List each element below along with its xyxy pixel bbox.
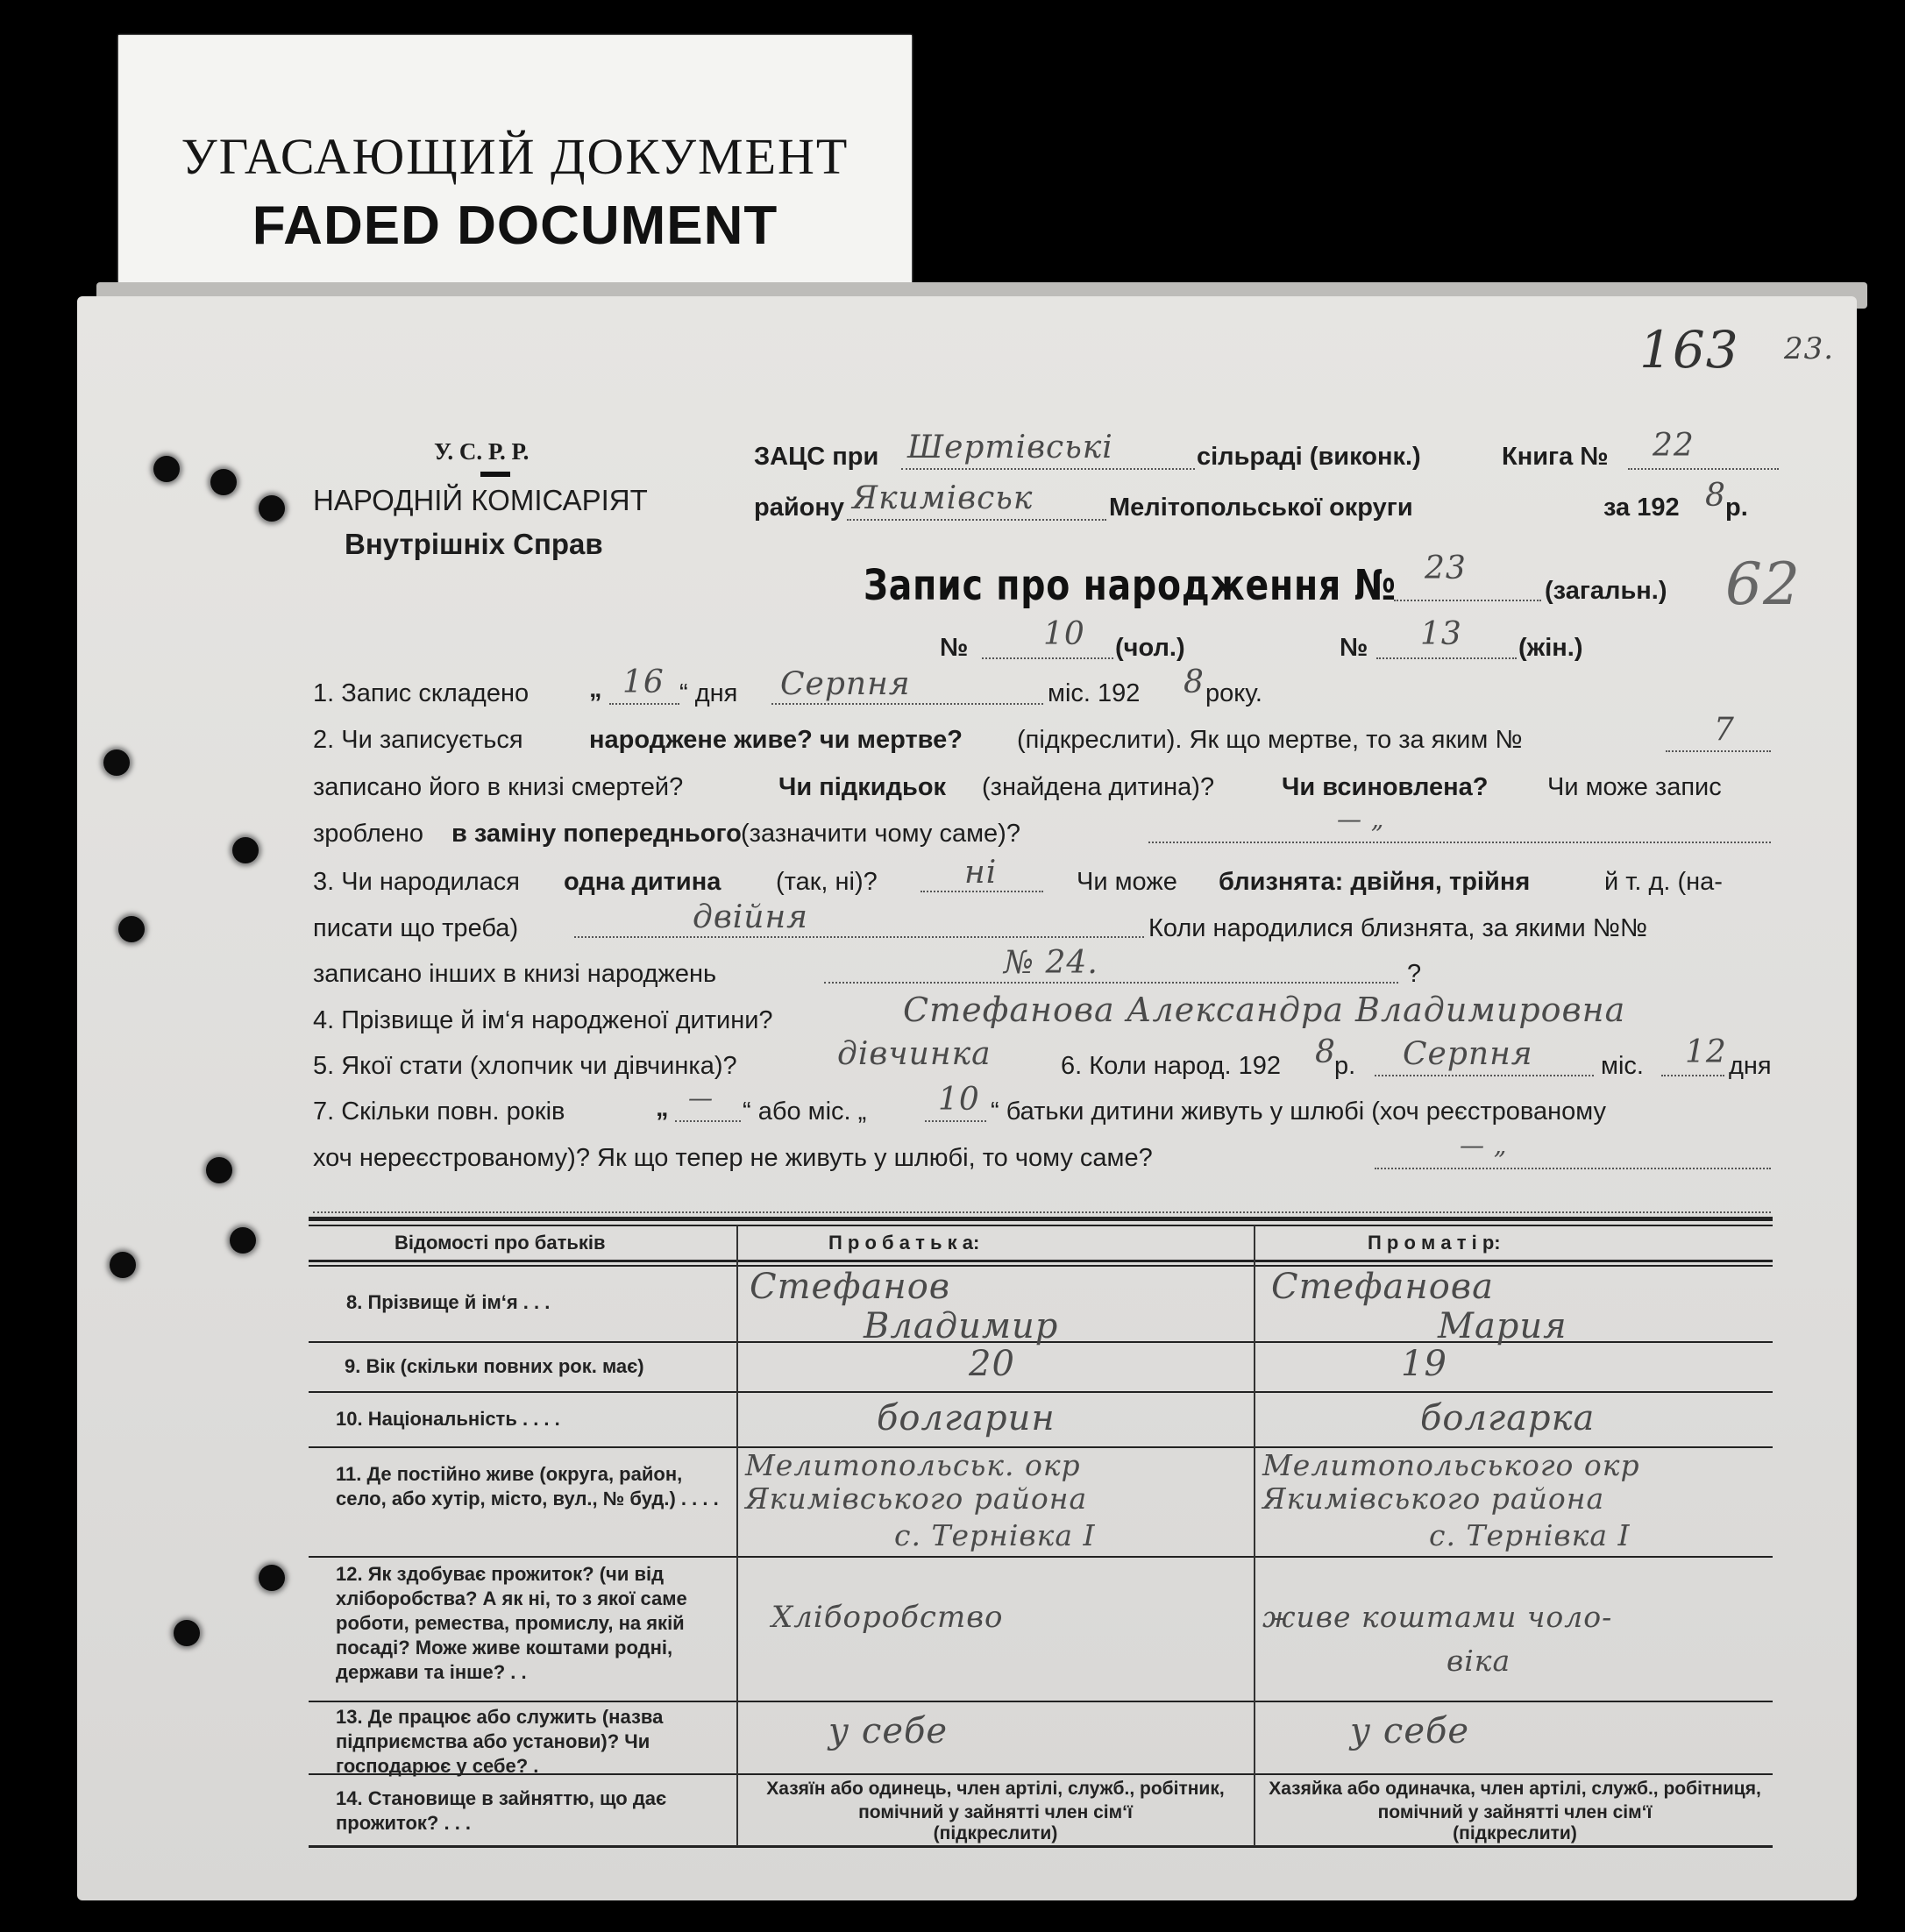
not-married-value: — „ (1460, 1131, 1508, 1160)
year-suffix: р. (1725, 494, 1748, 522)
punch-hole (110, 1252, 136, 1278)
father-employment-note: (підкреслити) (933, 1823, 1058, 1843)
yes-no-label: (так, ні)? (776, 868, 878, 896)
row-label-name: 8. Прізвище й ім‘я . . . (346, 1291, 551, 1313)
female-number: 13 (1420, 616, 1462, 652)
row-label-employment: 14. Становище в зайняттю, що дає прожиток? . . . (336, 1787, 667, 1834)
twins-born-label: Коли народилися близнята, за якими №№ (1148, 914, 1647, 942)
mother-first-name: Мария (1438, 1306, 1567, 1346)
row-label-age: 9. Вік (скільки повних рок. має) (345, 1355, 644, 1377)
female-no: № (1340, 634, 1368, 662)
father-residence-district: Якимівського района (745, 1481, 1088, 1516)
mother-workplace: у себе (1350, 1711, 1470, 1751)
one-child-label: одна дитина (564, 868, 721, 896)
replacement-previous-label: в заміну попереднього (451, 820, 742, 848)
row-label-livelihood: 12. Як здобуває прожиток? (чи від хліборобства? А як ні, то з якої саме роботи, ремества, промислу, на якій посаді? Може живе коштами родні, держави та інше? . . (336, 1563, 687, 1683)
punch-hole (206, 1157, 232, 1183)
zags-label: ЗАЦС при (754, 443, 879, 471)
mother-employment-note: (підкреслити) (1453, 1823, 1577, 1843)
year-label: року. (1205, 679, 1262, 707)
punch-hole (118, 916, 145, 942)
faded-document-stamp (118, 35, 912, 285)
table-header-border (309, 1260, 1773, 1262)
year-short-label: р. (1334, 1052, 1356, 1080)
header-parents-info: Відомості про батьків (395, 1232, 606, 1254)
header-mother: П р о м а т і р: (1368, 1232, 1501, 1254)
not-married-label: хоч нереєстрованому)? Як що тепер не живуть у шлюбі, то чому саме? (313, 1144, 1153, 1172)
father-first-name: Владимир (864, 1306, 1059, 1346)
child-sex: дівчинка (837, 1036, 992, 1072)
table-top-border (309, 1217, 1773, 1221)
quote: „ (656, 1094, 669, 1122)
year-value: 8 (1705, 478, 1726, 514)
male-number: 10 (1043, 616, 1085, 652)
father-residence-village: с. Тернівка I (894, 1518, 1096, 1552)
marriage-years: — (688, 1083, 714, 1112)
record-title: Запис про народження № (864, 561, 1397, 610)
mother-age: 19 (1401, 1344, 1447, 1384)
row-label-nationality: 10. Національність . . . . (336, 1408, 560, 1430)
punch-hole (210, 469, 237, 495)
item-3-label: 3. Чи народилася (313, 868, 520, 896)
father-nationality: болгарин (877, 1398, 1056, 1438)
replacement-label: Чи може запис (1547, 773, 1722, 801)
one-child-value: ні (964, 855, 998, 891)
death-number: 7 (1714, 712, 1735, 748)
month-label: міс. 192 (1048, 679, 1141, 707)
marriage-label: “ батьки дитини живуть у шлюбі (хоч реєстрованому (991, 1097, 1606, 1126)
header-father: П р о б а т ь к а: (828, 1232, 980, 1254)
punch-hole (259, 495, 285, 522)
punch-hole (259, 1565, 285, 1591)
item-1-label: 1. Запис складено (313, 679, 530, 707)
page-number: 163 (1639, 320, 1739, 380)
punch-hole (174, 1620, 200, 1646)
okrug-label: Мелітопольської округи (1109, 494, 1413, 522)
mother-residence-district: Якимівського района (1262, 1481, 1605, 1516)
punch-hole (230, 1227, 256, 1254)
mother-residence-okrug: Мелитопольського окр (1262, 1448, 1640, 1482)
commissariat-label: НАРОДНІЙ КОМІСАРІЯТ (313, 484, 648, 516)
item-6-label: 6. Коли народ. 192 (1061, 1052, 1281, 1080)
record-month: Серпня (780, 666, 911, 702)
mother-surname: Стефанова (1271, 1267, 1494, 1307)
mother-employment-options: Хазяйка або одиначка, член артілі, служб., робітниця, помічний у зайнятті член сім‘ї (1269, 1779, 1761, 1822)
district-label: району (754, 494, 845, 522)
marriage-months: 10 (938, 1082, 980, 1118)
mother-residence-village: с. Тернівка I (1429, 1518, 1631, 1552)
row-label-workplace: 13. Де працює або служить (назва підприємства або установи)? Чи господарює у себе? . (336, 1706, 664, 1777)
mother-livelihood-cont: віка (1447, 1644, 1511, 1678)
district-value: Якимівськ (852, 480, 1034, 516)
margin-number: 62 (1725, 550, 1801, 618)
death-book-label: записано його в книзі смертей? (313, 773, 684, 801)
adopted-label: Чи всиновлена? (1282, 773, 1489, 801)
item-4-label: 4. Прізвище й ім‘я народженої дитини? (313, 1006, 773, 1034)
twins-value: двійня (693, 899, 809, 935)
stamp-line-ru: УГАСАЮЩИЙ ДОКУМЕНТ (181, 128, 849, 185)
female-label: (жін.) (1518, 634, 1583, 662)
mother-nationality: болгарка (1420, 1398, 1596, 1438)
birth-month: Серпня (1403, 1036, 1533, 1072)
general-number: 23 (1425, 550, 1467, 586)
twins-label: близнята: двійня, трійня (1219, 868, 1531, 896)
village-council-value: Шертівські (907, 430, 1113, 465)
item-5-label: 5. Якої стати (хлопчик чи дівчинка)? (313, 1052, 737, 1080)
others-label: записано інших в книзі народжень (313, 960, 717, 988)
book-number: 22 (1653, 428, 1695, 464)
replacement-value: — „ (1337, 805, 1385, 834)
father-workplace: у себе (828, 1711, 949, 1751)
alive-dead-label: народжене живе? чи мертве? (589, 726, 963, 754)
page-number-small: 23. (1784, 331, 1835, 366)
item-7-label: 7. Скільки повн. років (313, 1097, 565, 1126)
father-residence-okrug: Мелитопольськ. окр (745, 1448, 1081, 1482)
punch-hole (232, 837, 259, 863)
made-label: зроблено (313, 820, 424, 848)
death-number-label: (підкреслити). Як що мертве, то за яким № (1017, 726, 1523, 754)
book-label: Книга № (1502, 443, 1609, 471)
record-day: 16 (622, 664, 665, 700)
found-child-label: (знайдена дитина)? (982, 773, 1215, 801)
child-name: Стефанова Александра Владимировна (903, 991, 1626, 1029)
male-label: (чол.) (1115, 634, 1185, 662)
quote: „ (589, 675, 602, 703)
maybe-label: Чи може (1077, 868, 1177, 896)
department-label: Внутрішніх Справ (345, 528, 603, 560)
ussr-label: У. С. Р. Р. (434, 438, 530, 465)
etc-label: й т. д. (на- (1604, 868, 1723, 896)
mother-livelihood: живе коштами чоло- (1262, 1600, 1613, 1634)
question-mark: ? (1407, 960, 1422, 988)
months-label: “ або міс. „ (743, 1097, 867, 1126)
father-livelihood: Хліборобство (771, 1600, 1004, 1635)
stamp-line-en: FADED DOCUMENT (252, 195, 778, 256)
punch-hole (153, 456, 180, 482)
reason-label: (зазначити чому саме)? (741, 820, 1020, 848)
row-label-residence: 11. Де постійно живе (округа, район, село, або хутір, місто, вул., № буд.) . . . . (336, 1463, 719, 1509)
twin-record-number: № 24. (1004, 945, 1098, 981)
day-label: “ дня (679, 679, 738, 707)
month-short-label: міс. (1601, 1052, 1644, 1080)
write-label: писати що треба) (313, 914, 519, 942)
male-no: № (940, 634, 969, 662)
birth-year: 8 (1315, 1034, 1336, 1070)
punch-hole (103, 749, 130, 776)
item-2-label: 2. Чи записується (313, 726, 523, 754)
general-label: (загальн.) (1545, 577, 1667, 605)
father-surname: Стефанов (750, 1267, 951, 1307)
birth-day: 12 (1685, 1034, 1727, 1070)
father-employment-options: Хазяїн або одинець, член артілі, служб., робітник, помічний у зайнятті член сім‘ї (766, 1779, 1225, 1822)
council-label: сільраді (виконк.) (1197, 443, 1421, 471)
day-short-label: дня (1729, 1052, 1772, 1080)
record-year: 8 (1184, 664, 1205, 700)
year-label: за 192 (1603, 494, 1680, 522)
foundling-label: Чи підкидьок (778, 773, 947, 801)
father-age: 20 (969, 1344, 1015, 1384)
table-bottom-border (309, 1845, 1773, 1848)
emblem-bar (480, 472, 510, 477)
